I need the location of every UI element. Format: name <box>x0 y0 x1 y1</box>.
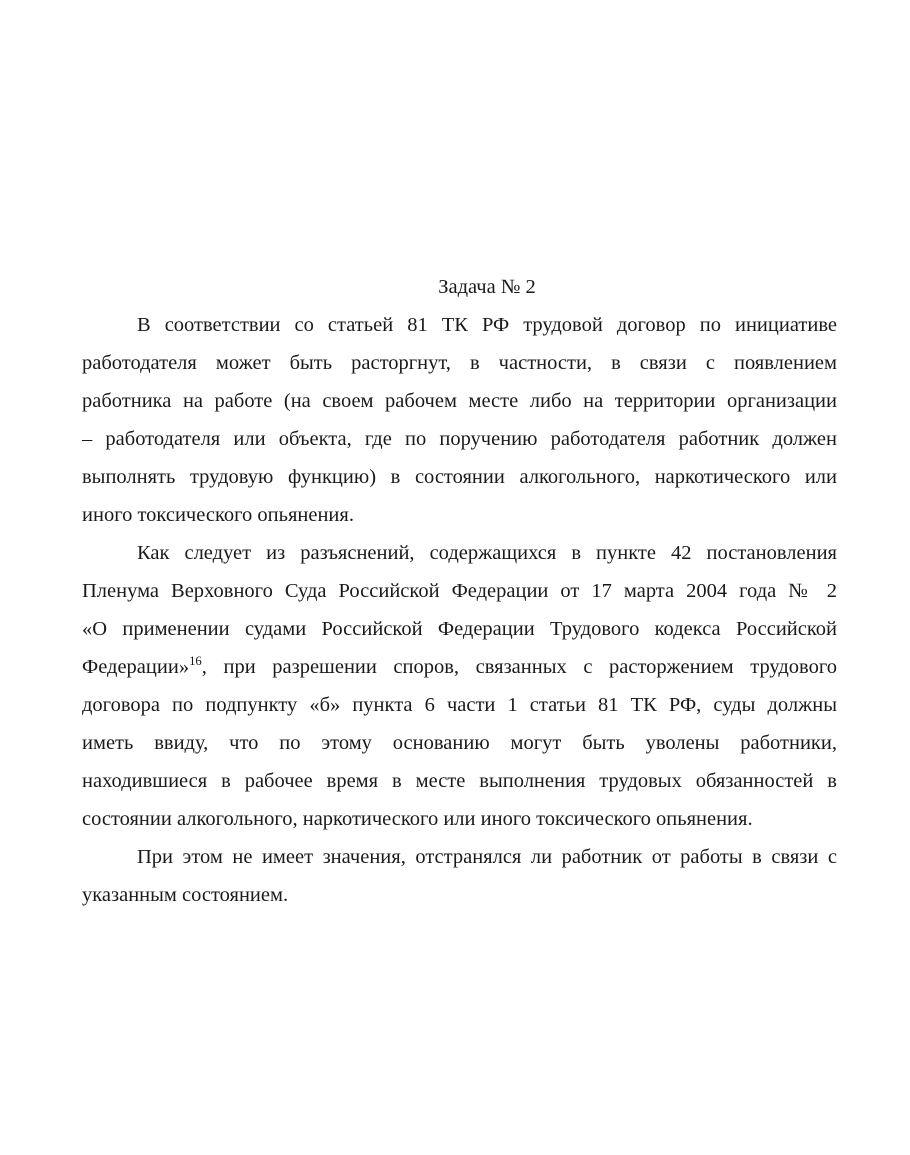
text-line: В соответствии со статьей 81 ТК РФ трудовой договор по инициативе <box>137 314 837 336</box>
text-line: указанным состоянием. <box>82 884 289 906</box>
paragraph-3 <box>82 838 837 914</box>
text-line: работодателя может быть расторгнут, в частности, в связи с появлением <box>82 352 837 374</box>
text-segment: Федерации» <box>82 656 190 678</box>
text-line: работника на работе (на своем рабочем месте либо на территории организации <box>82 390 837 412</box>
text-line: Пленума Верховного Суда Российской Федерации от 17 марта 2004 года № 2 <box>82 580 837 602</box>
text-line-with-footnote <box>82 648 837 686</box>
text-line: «О применении судами Российской Федерации Трудового кодекса Российской <box>82 618 837 640</box>
text-line: состоянии алкогольного, наркотического или иного токсического опьянения. <box>82 808 753 830</box>
text-line: находившиеся в рабочее время в месте выполнения трудовых обязанностей в <box>82 770 837 792</box>
page-title: Задача № 2 <box>438 276 536 298</box>
text-line: Как следует из разъяснений, содержащихся в пункте 42 постановления <box>137 542 837 564</box>
text-line: выполнять трудовую функцию) в состоянии алкогольного, наркотического или <box>82 466 837 488</box>
text-line: При этом не имеет значения, отстранялся ли работник от работы в связи с <box>137 846 837 868</box>
text-line: договора по подпункту «б» пункта 6 части 1 статьи 81 ТК РФ, суды должны <box>82 694 837 716</box>
paragraph-2 <box>82 534 837 838</box>
text-segment: , при разрешении споров, связанных с расторжением трудового <box>201 656 837 678</box>
footnote-reference: 16 <box>189 654 202 669</box>
text-line: – работодателя или объекта, где по поручению работодателя работник должен <box>82 428 837 450</box>
paragraph-1 <box>82 306 837 534</box>
text-line: иного токсического опьянения. <box>82 504 354 526</box>
text-line: иметь ввиду, что по этому основанию могут быть уволены работники, <box>82 732 837 754</box>
